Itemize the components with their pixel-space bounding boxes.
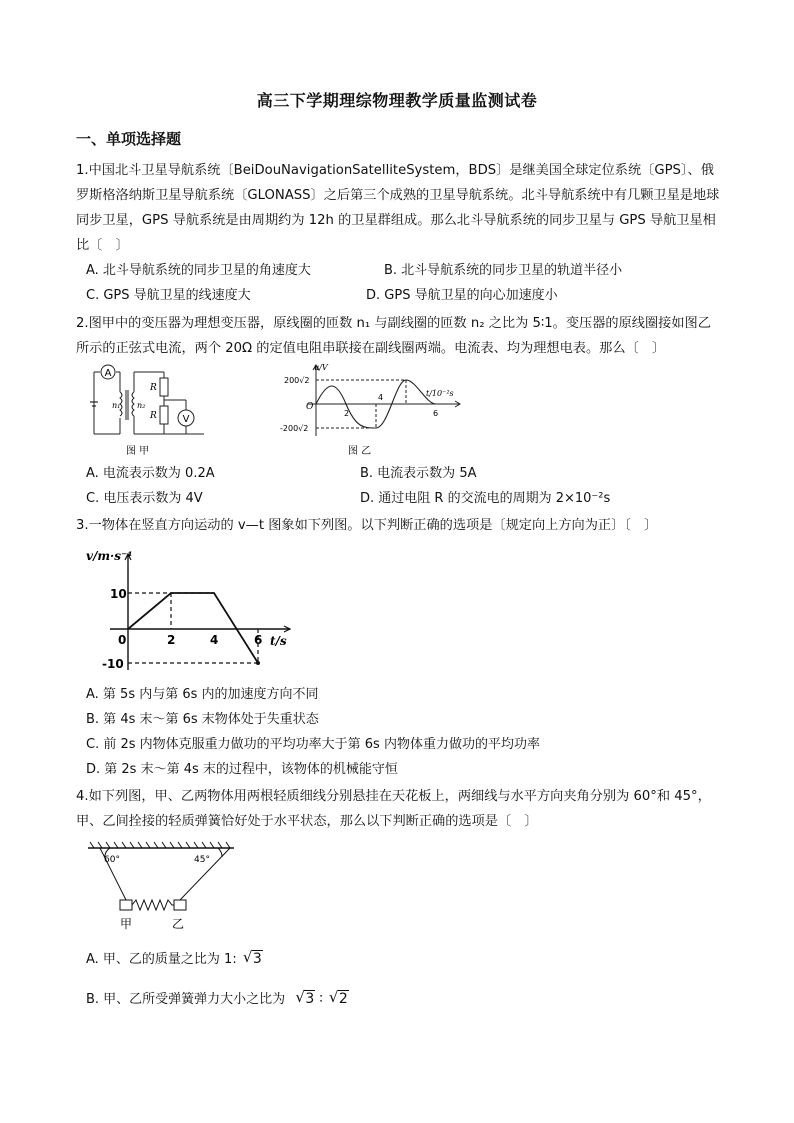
q3-option-c: C. 前 2s 内物体克服重力做功的平均功率大于第 6s 内物体重力做功的平均功率 xyxy=(86,737,540,752)
q4-option-b-text: B. 甲、乙所受弹簧弹力大小之比为 xyxy=(86,992,286,1007)
x-tick-2: 2 xyxy=(344,409,350,418)
sqrt-3: √ 3 xyxy=(295,988,315,1007)
q3-option-d: D. 第 2s 末～第 4s 末的过程中，该物体的机械能守恒 xyxy=(86,762,398,777)
q2-option-c: C. 电压表示数为 4V xyxy=(86,491,203,506)
q2-option-a: A. 电流表示数为 0.2A xyxy=(86,466,215,481)
page-title: 高三下学期理综物理教学质量监测试卷 xyxy=(256,91,538,110)
y-tick-10: 10 xyxy=(110,587,127,601)
figure-transformer-circuit xyxy=(86,362,214,458)
q1-option-c: C. GPS 导航卫星的线速度大 xyxy=(86,288,251,303)
q4-option-a-text: A. 甲、乙的质量之比为 1: xyxy=(86,952,237,967)
t-axis-label: t/10⁻²s xyxy=(426,389,454,398)
q3-option-a: A. 第 5s 内与第 6s 内的加速度方向不同 xyxy=(86,687,319,702)
figure-vt-graph xyxy=(80,546,300,676)
origin-label: O xyxy=(306,402,314,412)
n1-label: n₁ xyxy=(112,401,121,410)
u-axis-label: u/V xyxy=(314,363,328,372)
question-2-text: 2.图甲中的变压器为理想变压器，原线圈的匝数 n₁ 与副线圈的匝数 n₂ 之比为 5∶1。变压器的原线圈接如图乙所示的正弦式电流，两个 20Ω 的定值电阻串联接在副线圈两端。电流表、均为理想电表。那么〔 〕 xyxy=(76,316,711,356)
object-jia-label: 甲 xyxy=(120,917,133,931)
resistor-label-1: R xyxy=(150,383,157,393)
q4-option-a xyxy=(86,950,263,969)
ratio-separator: ∶ xyxy=(319,992,323,1007)
q2-option-b: B. 电流表示数为 5A xyxy=(360,466,477,481)
q1-option-a: A. 北斗导航系统的同步卫星的角速度大 xyxy=(86,263,311,278)
sqrt-3-value: 3 xyxy=(305,991,315,1007)
voltmeter-label: V xyxy=(182,414,190,425)
x-tick-2: 2 xyxy=(167,633,176,647)
figure-sine-wave xyxy=(278,362,468,458)
q2-option-d: D. 通过电阻 R 的交流电的周期为 2×10⁻²s xyxy=(360,491,611,506)
n2-label: n₂ xyxy=(137,401,146,410)
q1-option-b: B. 北斗导航系统的同步卫星的轨道半径小 xyxy=(384,263,623,278)
question-4-text: 4.如下列图，甲、乙两物体用两根轻质细线分别悬挂在天花板上，两细线与水平方向夹角分别为 60°和 45°，甲、乙间拴接的轻质弹簧恰好处于水平状态，那么以下判断正确的选项是〔 〕 xyxy=(76,789,711,829)
t-axis-label: t/s xyxy=(270,634,287,648)
y-min-label: -200√2 xyxy=(280,424,309,433)
x-tick-4: 4 xyxy=(210,633,219,647)
angle-60-label: 60° xyxy=(104,855,120,865)
section-heading: 一、单项选择题 xyxy=(76,130,182,148)
question-3-text: 3.一物体在竖直方向运动的 v—t 图象如下列图。以下判断正确的选项是〔规定向上方向为正〕〔 〕 xyxy=(76,518,658,533)
figure-1-caption: 图 甲 xyxy=(126,446,150,457)
q4-option-b xyxy=(86,990,349,1009)
x-tick-4: 4 xyxy=(378,393,384,402)
sqrt-3-value: 3 xyxy=(252,951,262,967)
v-axis-label: v/m·s⁻¹ xyxy=(86,549,133,563)
y-max-label: 200√2 xyxy=(284,376,310,385)
x-tick-6: 6 xyxy=(254,633,263,647)
object-yi-label: 乙 xyxy=(172,917,185,931)
angle-45-label: 45° xyxy=(194,855,210,865)
resistor-label-2: R xyxy=(150,411,157,421)
q1-option-d: D. GPS 导航卫星的向心加速度小 xyxy=(366,288,558,303)
ammeter-label: A xyxy=(104,368,112,379)
y-tick-neg10: -10 xyxy=(102,657,124,671)
q3-option-b: B. 第 4s 末～第 6s 末物体处于失重状态 xyxy=(86,712,319,727)
question-1-text: 1.中国北斗卫星导航系统〔BeiDouNavigationSatelliteSystem，BDS〕是继美国全球定位系统〔GPS〕、俄罗斯格洛纳斯卫星导航系统〔GLONASS〕之后第三个成熟的卫星导航系统。北斗导航系统中有几颗卫星是地球同步卫星，GPS 导航系统是由周期约为 12h 的卫星群组成。那么北斗导航系统的同步卫星与 GPS 导航卫星相比〔 〕 xyxy=(76,163,720,253)
origin-label: 0 xyxy=(118,633,127,647)
sqrt-2: √ 2 xyxy=(328,988,348,1007)
figure-2-caption: 图 乙 xyxy=(348,446,372,457)
sqrt-3: √ 3 xyxy=(242,948,262,967)
x-tick-6: 6 xyxy=(433,409,439,418)
sqrt-2-value: 2 xyxy=(338,991,348,1007)
figure-spring-masses xyxy=(84,840,244,936)
